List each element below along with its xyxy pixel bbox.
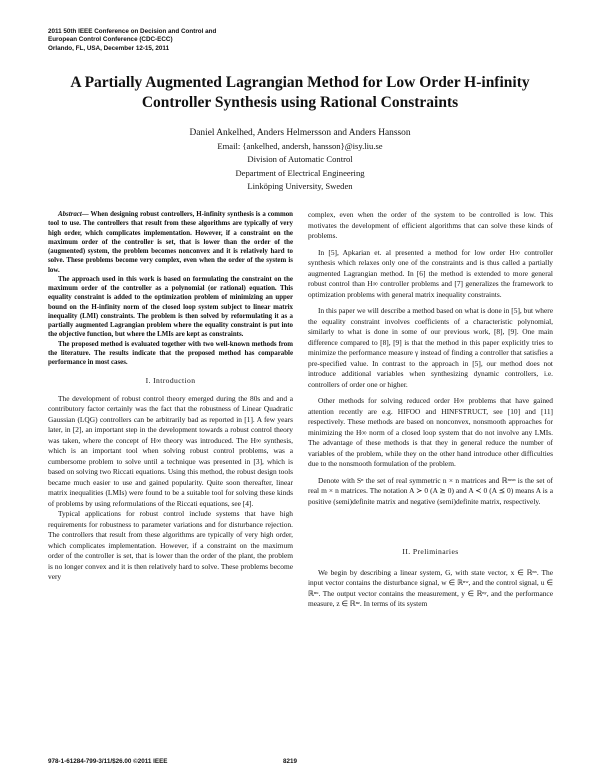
footer-isbn: 978-1-61284-799-3/11/$26.00 ©2011 IEEE [48, 758, 168, 765]
intro-paragraph-1: The development of robust control theory emerged during the 80s and and a contributory factor certainly was the fact that the robustness of Linear Quadratic Gaussian (LQG) controllers can be arbitrarily bad as reported in [1]. A few years later, in [2], an important step in the development towards a robust control theory was taken, where the concept of H∞ theory was introduced. The H∞ synthesis, which is an important tool when solving robust control problems, was a cumbersome problem to solve until a technique was presented in [3], which is based on solving two Riccati equations. Using this method, the robust design tools became much easier to use and gained popularity. Quite soon thereafter, linear matrix inequalities (LMIs) were found to be a suitable tool for solving these kinds of problems by using reformulations of the Riccati equations, see [4]. [48, 393, 293, 508]
footer-page-number: 8219 [283, 758, 298, 765]
prelim-paragraph-1: We begin by describing a linear system, G, with state vector, x ∈ ℝⁿˣ. The input vector contains the disturbance signal, w ∈ ℝⁿʷ, and the control signal, u ∈ ℝⁿᵘ. The output vector contains the measurement, y ∈ ℝⁿʸ, and the performance measure, z ∈ ℝⁿᶻ. In terms of its system [308, 567, 553, 608]
left-column [48, 210, 293, 740]
conference-header [48, 28, 288, 53]
intro-paragraph-3: complex, even when the order of the system to be controlled is low. This motivates the development of efficient algorithms that can solve these kinds of problems. [308, 210, 553, 240]
section-2-heading: II. Preliminaries [402, 547, 459, 556]
right-column [308, 210, 553, 740]
intro-paragraph-2: Typical applications for robust control include systems that have high requirements for robustness to parameter variations and for disturbance rejection. The controllers that result from these algorithms are typically of very high order, which complicates implementation. However, if a constraint on the maximum order of the controller is set, that is lower than the order of the plant, the problem is no longer convex and it is then relatively hard to solve. These problems become very [48, 509, 293, 582]
author-names: Daniel Ankelhed, Anders Helmersson and Anders Hansson [189, 128, 411, 138]
intro-paragraph-4: In [5], Apkarian et. al presented a method for low order H∞ controller synthesis which relaxes only one of the constraints and is thus called a partially augmented Lagrangian method. In [6] the method is extended to more general robust control than H∞ controller problems and [7] generalizes the framework to optimization problems with general matrix inequality constraints. [308, 247, 553, 299]
author-email: Email: {ankelhed, andersh, hansson}@isy.liu.se [217, 141, 383, 152]
abstract-paragraph-1: Abstract— When designing robust controllers, H-infinity synthesis is a common tool to use. The controllers that result from these algorithms are typically of very high order, which complicates implementation. However, if a constraint on the maximum order of the controller is set, that is lower than the order of the (augmented) system, the problem becomes nonconvex and it is relatively hard to solve. These problems become very complex, even when the order of the system is low. [48, 211, 293, 274]
section-1-heading: I. Introduction [145, 376, 196, 386]
intro-paragraph-5: In this paper we will describe a method based on what is done in [5], but where the equality constraint involves coefficients of a characteristic polynomial, similarly to what is done in some of our previous work, [8], [9]. One main difference compared to [8], [9] is that the method in this paper explicitly tries to minimize the performance measure γ instead of finding a controller that satisfies a pre-specified value. In contrast to the approach in [5], our method does not introduce additional variables when synthesizing dynamic controllers, i.e. controllers of order one or higher. [308, 306, 553, 389]
title-line-1: A Partially Augmented Lagrangian Method for Low Order H-infinity [70, 74, 530, 91]
author-department: Department of Electrical Engineering [235, 167, 365, 178]
author-division: Division of Automatic Control [247, 154, 353, 165]
author-university: Linköping University, Sweden [247, 180, 353, 191]
abstract-paragraph-2: The approach used in this work is based on formulating the constraint on the maximum order of the controller as a polynomial (or rational) equation. This equality constraint is added to the optimization problem of minimizing an upper bound on the H-infinity norm of the closed loop system subject to linear matrix inequality (LMI) constraints. The problem is then solved by reformulating it as a partially augmented Lagrangian problem where the equality constraint is put into the objective function, but where the LMIs are kept as constraints. [48, 275, 293, 339]
intro-paragraph-7: Denote with Sⁿ the set of real symmetric n × n matrices and ℝᵐˣⁿ is the set of real m × n matrices. The notation A ≻ 0 (A ⪰ 0) and A ≺ 0 (A ⪯ 0) means A is a positive (semi)definite matrix and negative (semi)definite matrix, respectively. [308, 475, 553, 506]
paper-title [30, 73, 570, 113]
title-line-2: Controller Synthesis using Rational Constraints [141, 94, 459, 111]
conference-line-2: European Control Conference (CDC-ECC) [48, 36, 173, 44]
intro-paragraph-6: Other methods for solving reduced order H∞ problems that have gained attention recently are e.g. HIFOO and HINFSTRUCT, see [10] and [11] respectively. These methods are based on nonconvex, nonsmooth approaches for minimizing the H∞ norm of a closed loop system that do not involve any LMIs. The advantage of these methods is that they in general reduce the number of variables of the problem, while they on the other hand introduce other difficulties due to the nonsmooth formulation of the problem. [308, 396, 553, 468]
conference-line-3: Orlando, FL, USA, December 12-15, 2011 [48, 44, 170, 52]
abstract-label: Abstract [58, 211, 82, 218]
abstract-paragraph-3: The proposed method is evaluated together with two well-known methods from the literature. The results indicate that the proposed method has comparable performance in most cases. [48, 340, 293, 366]
author-block [30, 127, 570, 193]
conference-line-1: 2011 50th IEEE Conference on Decision and Control and [48, 28, 217, 35]
abstract [48, 210, 293, 367]
